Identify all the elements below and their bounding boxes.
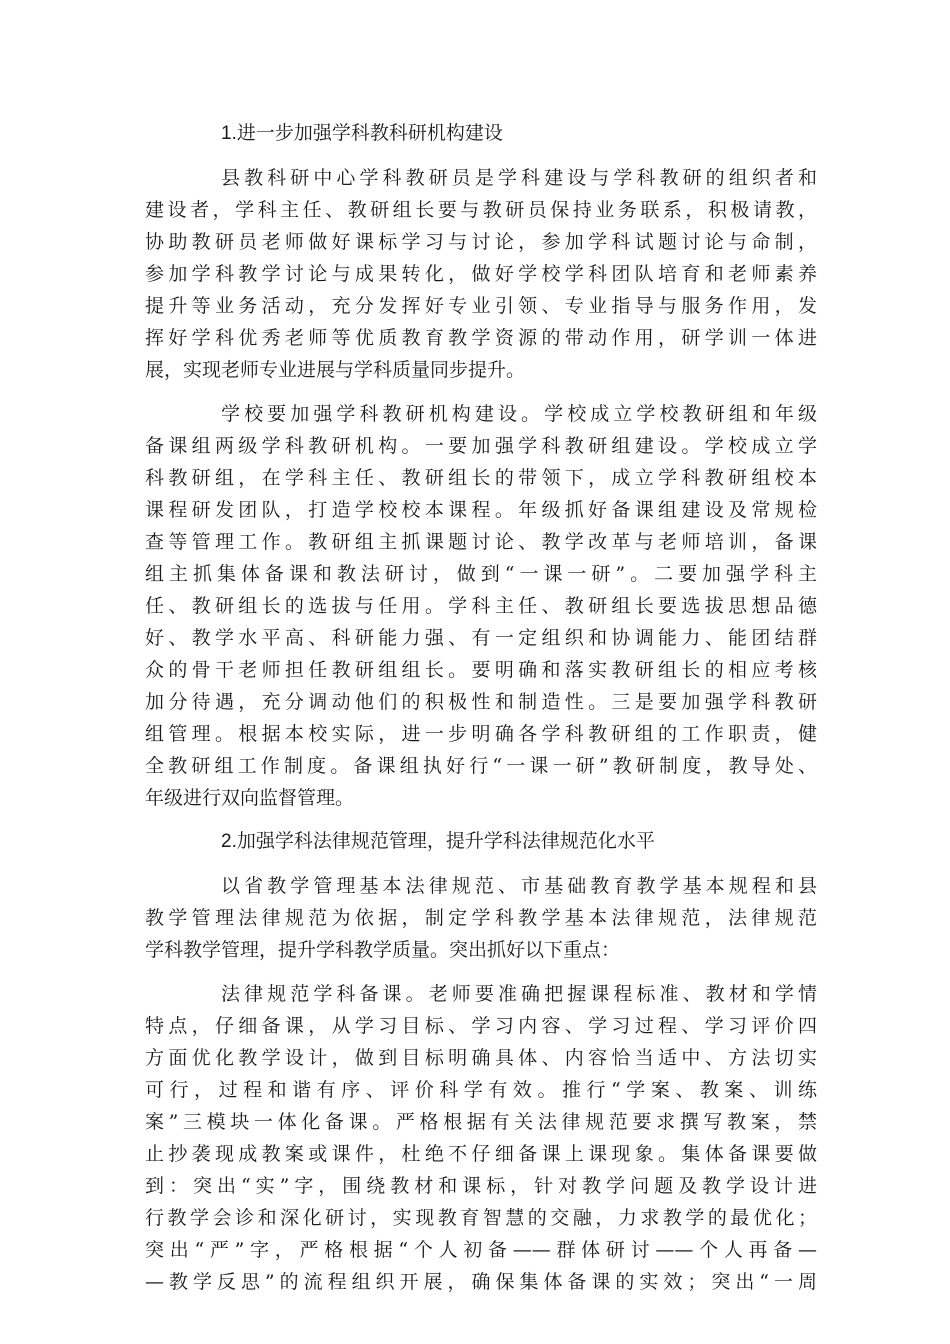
paragraph-line: 展，实现老师专业进展与学科质量同步提升。	[145, 359, 526, 381]
paragraph-1	[145, 162, 817, 386]
paragraph-line: 加分待遇，充分调动他们的积极性和制造性。三是要加强学科教研	[145, 691, 817, 713]
paragraph-line: 学校要加强学科教研机构建设。学校成立学校教研组和年级	[221, 403, 817, 425]
paragraph-line: 教学管理法律规范为依据，制定学科教学基本法律规范，法律规范	[145, 907, 817, 929]
paragraph-line: 众的骨干老师担任教研组组长。要明确和落实教研组长的相应考核	[145, 659, 817, 681]
paragraph-line: 挥好学科优秀老师等优质教育教学资源的带动作用，研学训一体进	[145, 327, 817, 349]
paragraph-line: 方面优化教学设计，做到目标明确具体、内容恰当适中、方法切实	[145, 1047, 817, 1069]
paragraph-line: 法律规范学科备课。老师要准确把握课程标准、教材和学情	[221, 983, 817, 1005]
paragraph-line: 县教科研中心学科教研员是学科建设与学科教研的组织者和	[221, 167, 817, 189]
paragraph-line: 好、教学水平高、科研能力强、有一定组织和协调能力、能团结群	[145, 627, 817, 649]
paragraph-line: 协助教研员老师做好课标学习与讨论，参加学科试题讨论与命制，	[145, 231, 817, 253]
paragraph-line: 组主抓集体备课和教法研讨，做到“一课一研”。二要加强学科主	[145, 563, 817, 585]
paragraph-line: 可行，过程和谐有序、评价科学有效。推行“学案、教案、训练	[145, 1079, 817, 1101]
paragraph-line: 以省教学管理基本法律规范、市基础教育教学基本规程和县	[221, 875, 817, 897]
paragraph-line: 突出“严”字，严格根据“个人初备——群体研讨——个人再备—	[145, 1239, 817, 1261]
paragraph-line: 任、教研组长的选拔与任用。学科主任、教研组长要选拔思想品德	[145, 595, 817, 617]
section-heading-1: 1.进一步加强学科教科研机构建设	[221, 123, 503, 144]
paragraph-line: 提升等业务活动，充分发挥好专业引领、专业指导与服务作用，发	[145, 295, 817, 317]
paragraph-line: 科教研组，在学科主任、教研组长的带领下，成立学科教研组校本	[145, 467, 817, 489]
paragraph-line: 参加学科教学讨论与成果转化，做好学校学科团队培育和老师素养	[145, 263, 817, 285]
paragraph-line: 全教研组工作制度。备课组执好行“一课一研”教研制度，教导处、	[145, 755, 817, 777]
paragraph-line: 学科教学管理，提升学科教学质量。突出抓好以下重点：	[145, 939, 621, 961]
paragraph-3	[145, 870, 817, 966]
section-heading-2: 2.加强学科法律规范管理，提升学科法律规范化水平	[221, 831, 655, 852]
paragraph-line: 课程研发团队，打造学校校本课程。年级抓好备课组建设及常规检	[145, 499, 817, 521]
paragraph-line: 行教学会诊和深化研讨，实现教育智慧的交融，力求教学的最优化；	[145, 1207, 817, 1229]
paragraph-line: 止抄袭现成教案或课件，杜绝不仔细备课上课现象。集体备课要做	[145, 1143, 817, 1165]
paragraph-2	[145, 398, 817, 814]
paragraph-line: 建设者，学科主任、教研组长要与教研员保持业务联系，积极请教，	[145, 199, 817, 221]
paragraph-line: 年级进行双向监督管理。	[145, 787, 355, 809]
document-page	[145, 118, 817, 1310]
paragraph-line: 备课组两级学科教研机构。一要加强学科教研组建设。学校成立学	[145, 435, 817, 457]
paragraph-line: 查等管理工作。教研组主抓课题讨论、教学改革与老师培训，备课	[145, 531, 817, 553]
paragraph-line: 特点，仔细备课，从学习目标、学习内容、学习过程、学习评价四	[145, 1015, 817, 1037]
paragraph-4	[145, 978, 817, 1298]
paragraph-line: 案”三模块一体化备课。严格根据有关法律规范要求撰写教案，禁	[145, 1111, 817, 1133]
paragraph-line: —教学反思”的流程组织开展，确保集体备课的实效；突出“一周	[145, 1271, 817, 1293]
paragraph-line: 到：突出“实”字，围绕教材和课标，针对教学问题及教学设计进	[145, 1175, 817, 1197]
paragraph-line: 组管理。根据本校实际，进一步明确各学科教研组的工作职责，健	[145, 723, 817, 745]
